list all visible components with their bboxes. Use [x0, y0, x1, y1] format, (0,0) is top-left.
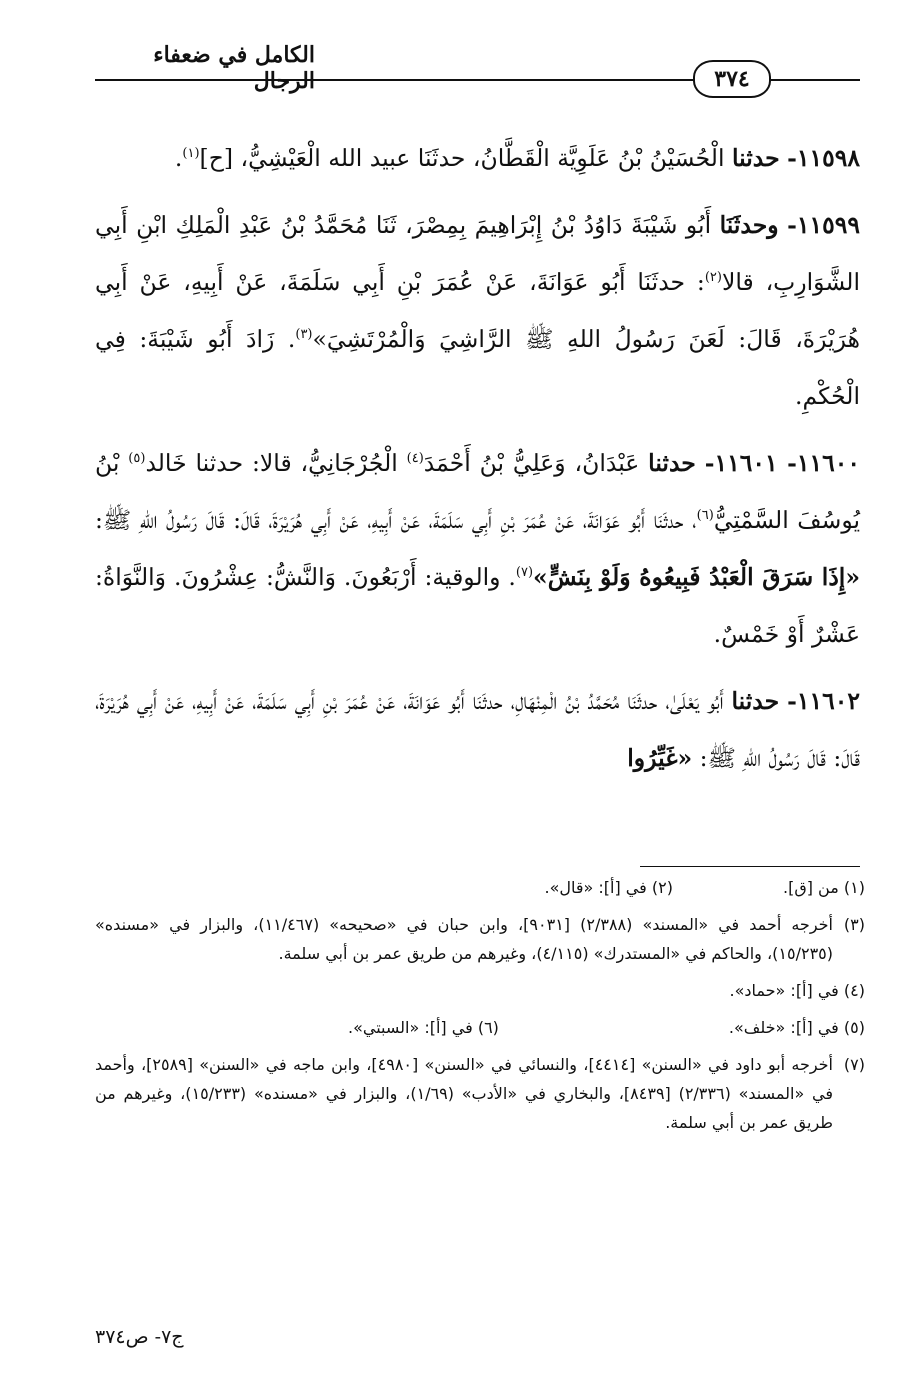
running-head-title: الكامل في ضعفاء الرجال: [153, 42, 315, 94]
hadith-number: ١١٥٩٨-: [787, 144, 860, 172]
page-number-badge: ٣٧٤: [693, 60, 771, 98]
footnote-text: في [أ]: «حماد».: [729, 981, 839, 1000]
footnote-ref[interactable]: (٦): [696, 508, 714, 524]
footnote-marker: (٢): [651, 878, 673, 897]
footnote-text: أخرجه أحمد في «المسند» (٢/٣٨٨) [٩٠٣١]، وابن حبان في «صحيحه» (١١/٤٦٧)، والبزار في «مسنده» (١٥/٢٣٥)، والحاكم في «المستدرك» (٤/١١٥)، وغيرهم من طريق عمر بن أبي سلمة.: [95, 915, 833, 963]
paragraph-text: . زَادَ أَبُو شَيْبَةَ: فِي الْحُكْمِ.: [95, 325, 860, 410]
footnote-4: [730, 976, 865, 1005]
footnote-row: [95, 873, 865, 902]
paragraph-text: عَبْدَانُ، وَعَلِيُّ بْنُ أَحْمَدَ: [423, 449, 649, 477]
paragraph-text: . والوقية: أَرْبَعُونَ. وَالنَّشُّ: عِشْرُونَ. وَالنَّوَاةُ: عَشْرٌ أَوْ خَمْسٌ.: [95, 563, 860, 648]
footnote-ref[interactable]: (٣): [295, 327, 313, 343]
footnote-text: أخرجه أبو داود في «السنن» [٤٤١٤]، والنسائي في «السنن» [٤٩٨٠]، وابن ماجه في «السنن» [٢٥٨٩]، وأحمد في «المسند» (٢/٣٣٦) [٨٤٣٩]، والبخاري في «الأدب» (١/٦٩)، والبزار في «مسنده» (١٥/٢٣٣)، وغيرهم من طريق عمر بن أبي سلمة.: [95, 1055, 834, 1132]
footnote-ref[interactable]: (٥): [128, 451, 146, 467]
footnote-5: [729, 1013, 865, 1042]
paragraph-text: : حدثَنَا أَبُو عَوَانَةَ، عَنْ عُمَرَ بْنِ أَبِي سَلَمَةَ، عَنْ أَبِيهِ، عَنْ أَبِي هُرَيْرَةَ، قَالَ: لَعَنَ رَسُولُ اللهِ ﷺ الرَّاشِيَ وَالْمُرْتَشِيَ»: [95, 268, 860, 353]
footnote-text: في [أ]: «قال».: [544, 878, 647, 897]
hadith-paragraph: [95, 130, 860, 187]
footnotes: [95, 873, 865, 1145]
footnote-ref[interactable]: (١): [182, 146, 200, 162]
paragraph-text: أَبُو يَعْلَىٰ، حدثَنَا مُحَمَّدُ بْنُ الْمِنْهَالِ، حدثَنَا أَبُو عَوَانَةَ، عَنْ عُمَرَ بْنِ أَبِي سَلَمَةَ، عَنْ أَبِيهِ، عَنْ أَبِي هُرَيْرَةَ، قَالَ: قَالَ رَسُولُ اللهِ ﷺ:: [95, 687, 860, 772]
footnote-marker: (٧): [843, 1055, 866, 1074]
footnote-marker: (٦): [477, 1018, 499, 1037]
hadith-matn: «غَيِّرُوا: [627, 744, 693, 772]
footnote-text: في [أ]: «السبتي».: [348, 1018, 473, 1037]
narration-keyword: حدثنا: [731, 144, 780, 172]
hadith-paragraph: [95, 197, 860, 425]
hadith-paragraph: [95, 673, 860, 787]
footnote-2: [545, 873, 673, 902]
footnote-ref[interactable]: (٧): [515, 565, 534, 581]
paragraph-text: أَبُو شَيْبَةَ دَاوُدُ بْنُ إِبْرَاهِيمَ بِمِصْرَ، ثَنَا مُحَمَّدُ بْنُ عَبْدِ الْمَلِكِ ابْنِ أَبِي الشَّوَارِبِ، قالا: [95, 211, 860, 296]
footnote-ref[interactable]: (٤): [406, 451, 424, 467]
narration-keyword: حدثنا: [731, 687, 780, 715]
hadith-number: ١١٥٩٩-: [787, 211, 860, 239]
footnote-separator: [640, 866, 860, 867]
paragraph-text: بْنُ يُوسُفَ السَّمْتِيُّ: [95, 449, 861, 534]
paragraph-text: الْحُسَيْنُ بْنُ عَلَوِيَّة الْقَطَّانُ، حدثَنَا عبيد الله الْعَيْشِيُّ، [ح]: [199, 144, 732, 172]
main-text: [95, 130, 860, 797]
footnote-marker: (٤): [843, 981, 865, 1000]
footnote-marker: (٣): [843, 915, 865, 934]
footnote-ref[interactable]: (٢): [704, 270, 722, 286]
footnote-1: [783, 873, 865, 902]
footnote-marker: (١): [843, 878, 865, 897]
paragraph-text: .: [174, 144, 183, 172]
paragraph-text: ، حدثَنَا أَبُو عَوَانَةَ، عَنْ عُمَرَ بْنِ أَبِي سَلَمَةَ، عَنْ أَبِيهِ، عَنْ أَبِي هُرَيْرَةَ، قَالَ: قَالَ رَسُولُ اللهِ ﷺ:: [95, 506, 697, 534]
footnote-row: [95, 976, 865, 1005]
volume-page-reference: ج٧- ص٣٧٤: [95, 1326, 184, 1348]
narration-keyword: وحدثَنَا: [719, 211, 779, 239]
footnote-text: من [ق].: [782, 878, 839, 897]
narration-keyword: حدثنا: [648, 449, 696, 477]
hadith-paragraph: [95, 435, 860, 663]
footnote-3: [95, 910, 865, 968]
footnote-7: [95, 1050, 865, 1137]
footnote-row: [95, 1013, 865, 1042]
hadith-number: ١١٦٠٢-: [787, 687, 860, 715]
hadith-number: ١١٦٠٠- ١١٦٠١-: [704, 449, 861, 477]
footnote-text: في [أ]: «خلف».: [728, 1018, 839, 1037]
footnote-6: [348, 1013, 499, 1042]
paragraph-text: الْجُرْجَانِيُّ، قالا: حدثنا خَالد: [145, 449, 407, 477]
hadith-matn: «إِذَا سَرَقَ الْعَبْدُ فَبِيعُوهُ وَلَوْ بِنَشٍّ»: [533, 563, 861, 591]
footnote-marker: (٥): [843, 1018, 865, 1037]
